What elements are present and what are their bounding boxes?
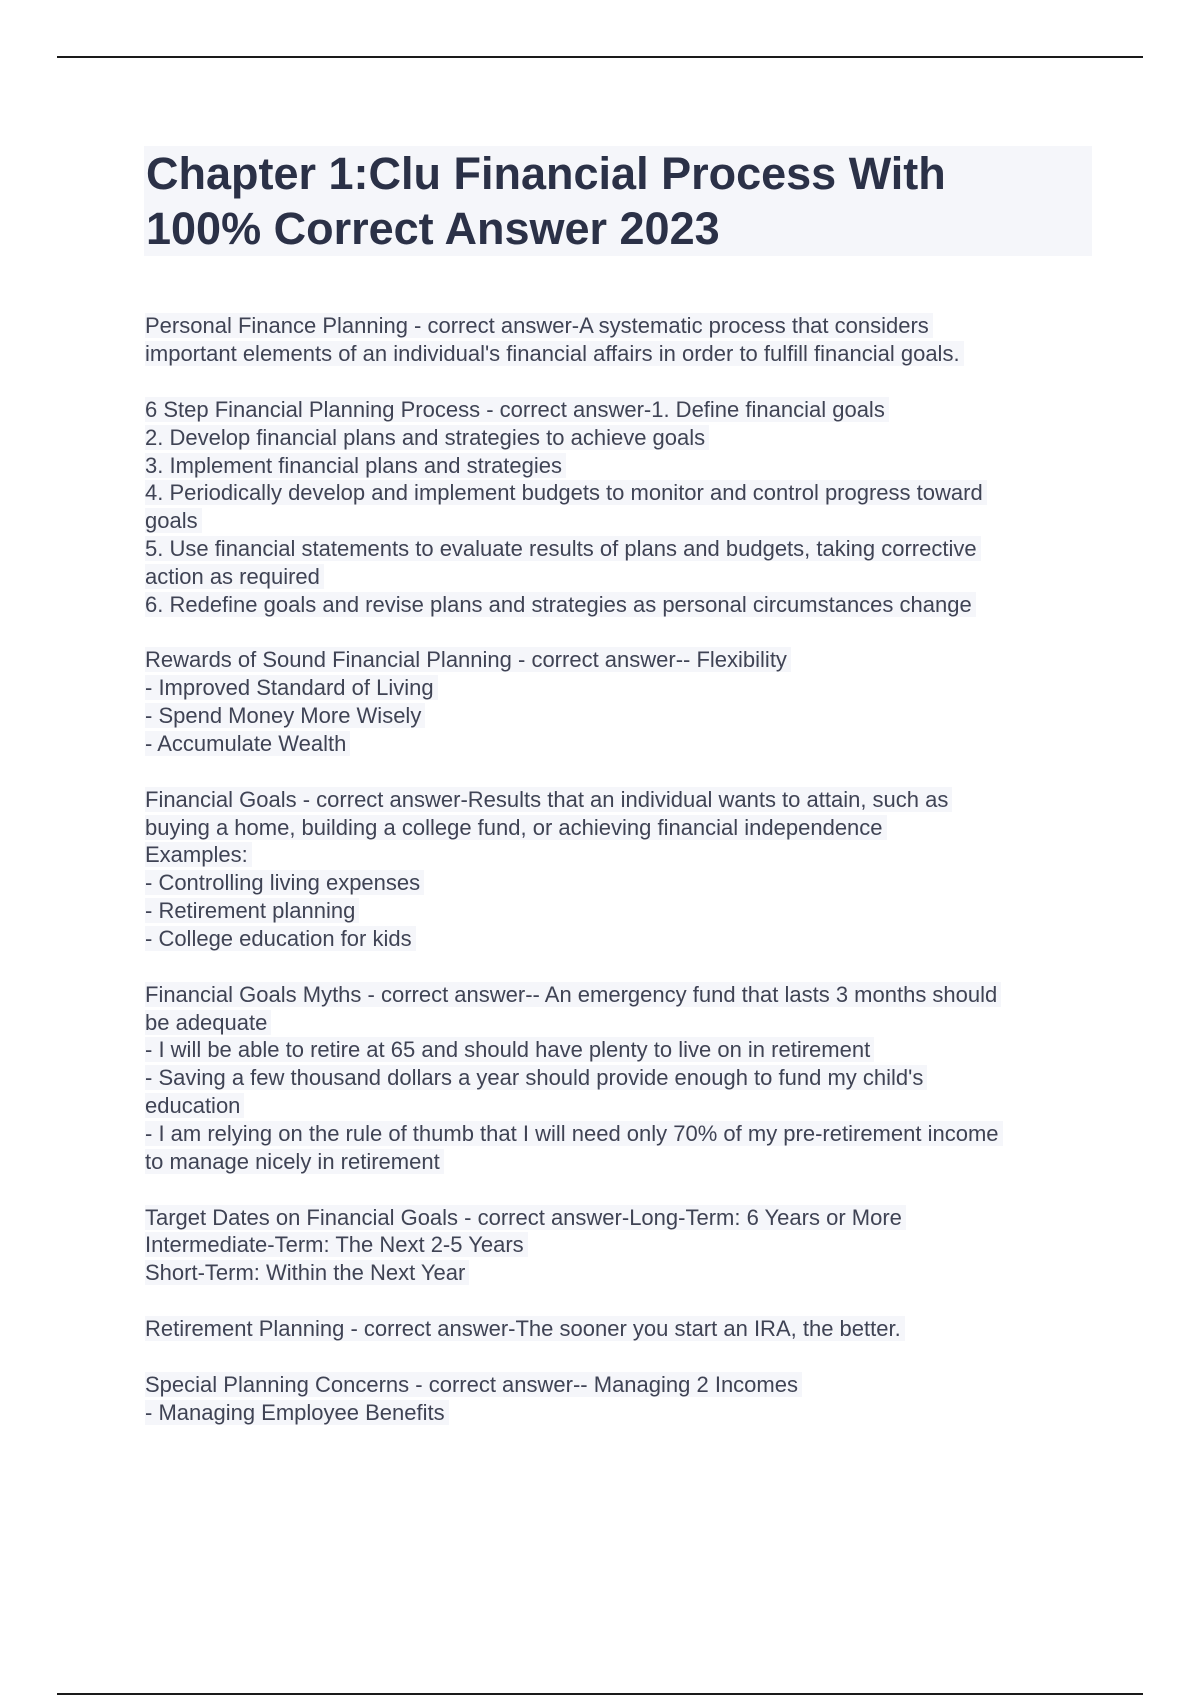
section-5-line-6: - I am relying on the rule of thumb that I will need only 70% of my pre-retirement income <box>145 1120 1003 1148</box>
section-6-line-3: Short-Term: Within the Next Year <box>145 1259 469 1287</box>
section-2-line-3: 3. Implement financial plans and strategies <box>145 452 566 480</box>
section-8-line-1: Special Planning Concerns - correct answer-- Managing 2 Incomes <box>145 1371 802 1399</box>
section-3-line-3: - Spend Money More Wisely <box>145 702 425 730</box>
title-line-1: Chapter 1:Clu Financial Process With <box>146 148 946 199</box>
section-6-line-2: Intermediate-Term: The Next 2-5 Years <box>145 1231 528 1259</box>
section-5-line-2: be adequate <box>145 1009 271 1037</box>
section-4-line-1: Financial Goals - correct answer-Results that an individual wants to attain, such as <box>145 786 952 814</box>
section-2-line-8: 6. Redefine goals and revise plans and strategies as personal circumstances change <box>145 591 976 619</box>
section-3-line-4: - Accumulate Wealth <box>145 730 350 758</box>
section-2-line-2: 2. Develop financial plans and strategies to achieve goals <box>145 424 709 452</box>
section-3-line-1: Rewards of Sound Financial Planning - correct answer-- Flexibility <box>145 646 791 674</box>
section-1-line-2: important elements of an individual's financial affairs in order to fulfill financial goals. <box>145 340 964 368</box>
section-3-line-2: - Improved Standard of Living <box>145 674 438 702</box>
page-title <box>144 146 1092 256</box>
section-4-line-3: Examples: <box>145 841 252 869</box>
section-2-line-6: 5. Use financial statements to evaluate results of plans and budgets, taking corrective <box>145 535 981 563</box>
section-8-line-2: - Managing Employee Benefits <box>145 1399 449 1427</box>
section-6-line-1: Target Dates on Financial Goals - correct answer-Long-Term: 6 Years or More <box>145 1204 906 1232</box>
section-5-line-4: - Saving a few thousand dollars a year should provide enough to fund my child's <box>145 1064 927 1092</box>
section-2-line-7: action as required <box>145 563 324 591</box>
section-4-line-2: buying a home, building a college fund, or achieving financial independence <box>145 814 887 842</box>
section-2-line-5: goals <box>145 507 202 535</box>
title-line-2: 100% Correct Answer 2023 <box>146 203 720 254</box>
section-1-line-1: Personal Finance Planning - correct answer-A systematic process that considers <box>145 312 933 340</box>
section-4-line-6: - College education for kids <box>145 925 416 953</box>
section-5-line-7: to manage nicely in retirement <box>145 1148 444 1176</box>
section-5-line-3: - I will be able to retire at 65 and should have plenty to live on in retirement <box>145 1036 874 1064</box>
section-4-line-4: - Controlling living expenses <box>145 869 424 897</box>
section-5-line-5: education <box>145 1092 244 1120</box>
section-7-line-1: Retirement Planning - correct answer-The sooner you start an IRA, the better. <box>145 1315 905 1343</box>
bottom-rule <box>57 1693 1143 1695</box>
top-rule <box>57 56 1143 58</box>
section-5-line-1: Financial Goals Myths - correct answer-- An emergency fund that lasts 3 months should <box>145 981 1001 1009</box>
section-2-line-1: 6 Step Financial Planning Process - correct answer-1. Define financial goals <box>145 396 889 424</box>
section-2-line-4: 4. Periodically develop and implement budgets to monitor and control progress toward <box>145 479 987 507</box>
section-4-line-5: - Retirement planning <box>145 897 359 925</box>
